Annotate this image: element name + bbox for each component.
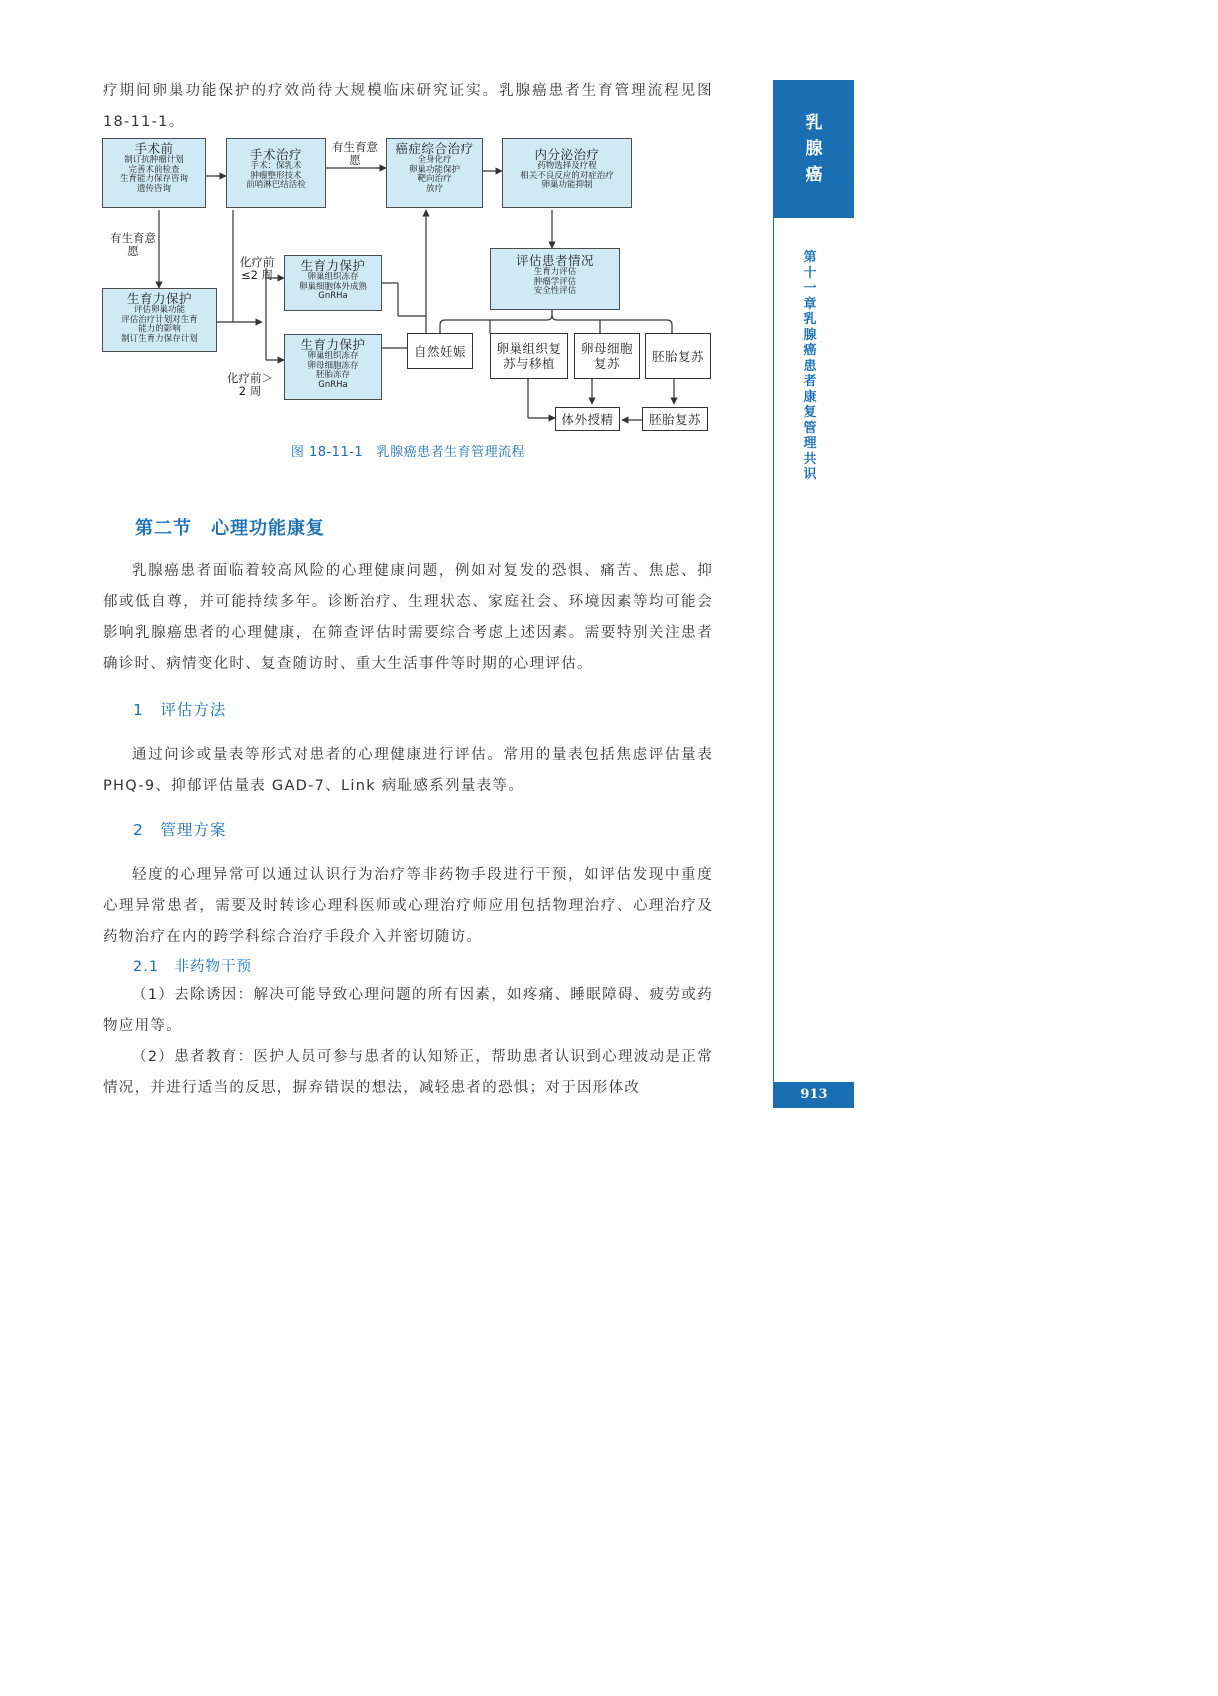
box-pre-surgery: 手术前 制订抗肿瘤计划 完善术前检查 生育能力保存咨询 遗传咨询 (102, 138, 206, 208)
sidebar-chapter-title: 第十一章 乳腺癌患者康复管理共识 (803, 250, 830, 482)
list-item-1: （1）去除诱因：解决可能导致心理问题的所有因素，如疼痛、睡眠障碍、疲劳或药物应用等。 (103, 987, 713, 1034)
box-endocrine-treatment: 内分泌治疗 药物选择及疗程 相关不良反应的对症治疗 卵巢功能抑制 (502, 138, 632, 208)
subsection-2-paragraph: 轻度的心理异常可以通过认识行为治疗等非药物手段进行干预，如评估发现中重度心理异常患者，需要及时转诊心理科医师或心理治疗师应用包括物理治疗、心理治疗及药物治疗在内的跨学科综合治疗手段介入并密切随访。 (103, 867, 713, 945)
box-in-vitro-fertilization: 体外授精 (555, 407, 620, 431)
box-embryo-recovery-2: 胚胎复苏 (642, 407, 708, 431)
page-number: 913 (774, 1082, 854, 1108)
box-combined-treatment: 癌症综合治疗 全身化疗 卵巢功能保护 靶向治疗 放疗 (386, 138, 483, 208)
sidebar-tab: 乳 腺 癌 (774, 80, 854, 218)
section-title: 第二节 心理功能康复 (135, 518, 325, 539)
box-surgery: 手术治疗 手术：保乳术 肿瘤整形技术 前哨淋巴结活检 (226, 138, 326, 208)
subsection-1-title: 1 评估方法 (133, 701, 227, 719)
box-fertility-protection-b: 生育力保护 卵巢组织冻存 卵母细胞冻存 胚胎冻存 GnRHa (284, 334, 382, 400)
label-fertility-wish-left: 有生育意愿 (110, 231, 156, 258)
intro-paragraph: 疗期间卵巢功能保护的疗效尚待大规模临床研究证实。乳腺癌患者生育管理流程见图 18-11-1。 (103, 83, 713, 130)
section-paragraph-1: 乳腺癌患者面临着较高风险的心理健康问题，例如对复发的恐惧、痛苦、焦虑、抑郁或低自尊，并可能持续多年。诊断治疗、生理状态、家庭社会、环境因素等均可能会影响乳腺癌患者的心理健康，在筛查评估时需要综合考虑上述因素。需要特别关注患者确诊时、病情变化时、复查随访时、重大生活事件等时期的心理评估。 (103, 563, 713, 672)
box-oocyte-recovery: 卵母细胞复苏 (574, 333, 640, 379)
box-ovary-tissue-recovery: 卵巢组织复苏与移植 (490, 333, 568, 379)
box-assess-patient: 评估患者情况 生育力评估 肿瘤学评估 安全性评估 (490, 248, 620, 310)
list-item-2: （2）患者教育：医护人员可参与患者的认知矫正，帮助患者认识到心理波动是正常情况，并进行适当的反思，摒弃错误的想法，减轻患者的恐惧；对于因形体改 (103, 1049, 713, 1096)
subsection-1-paragraph: 通过问诊或量表等形式对患者的心理健康进行评估。常用的量表包括焦虑评估量表 PHQ-9、抑郁评估量表 GAD-7、Link 病耻感系列量表等。 (103, 747, 713, 794)
box-fertility-protection-a: 生育力保护 卵巢组织冻存 卵巢细胞体外成熟 GnRHa (284, 255, 382, 311)
label-chemo-le-2-weeks: 化疗前≤2 周 (239, 255, 275, 282)
label-chemo-gt-2-weeks: 化疗前＞2 周 (227, 371, 273, 398)
label-fertility-wish-top: 有生育意愿 (332, 140, 378, 167)
figure-caption: 图 18-11-1 乳腺癌患者生育管理流程 (290, 445, 526, 460)
subsection-2-title: 2 管理方案 (133, 821, 227, 839)
sidebar-divider (773, 80, 774, 1108)
fertility-flowchart (100, 138, 720, 438)
box-natural-pregnancy: 自然妊娠 (407, 333, 473, 369)
box-embryo-recovery-1: 胚胎复苏 (645, 333, 711, 379)
subsection-2-1-title: 2.1 非药物干预 (133, 959, 253, 975)
box-fertility-protection-left: 生育力保护 评估卵巢功能 评估治疗计划对生育 能力的影响 制订生育力保存计划 (102, 288, 217, 352)
